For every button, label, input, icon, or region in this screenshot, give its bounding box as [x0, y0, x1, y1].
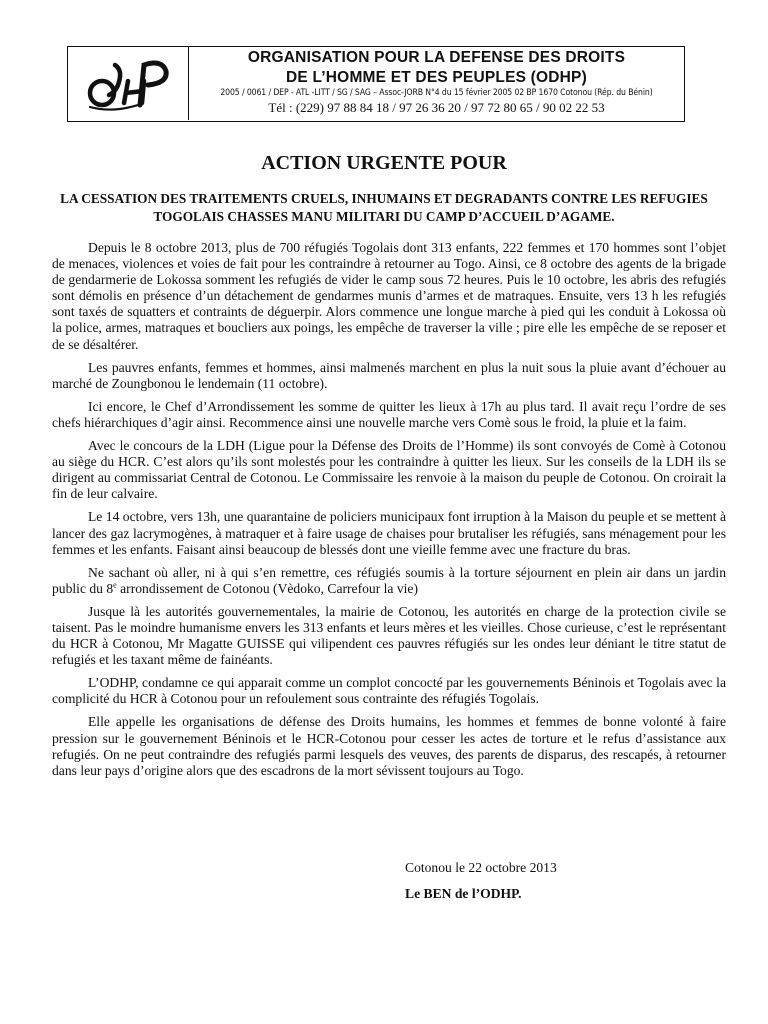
ordinal-superscript: e — [113, 580, 117, 590]
document-body — [52, 240, 726, 786]
odhp-logo — [82, 55, 174, 115]
paragraph-2: Les pauvres enfants, femmes et hommes, ainsi malmenés marchent en plus la nuit sous la pluie avant d’échouer au marché de Zoungbonou le lendemain (11 octobre). — [52, 359, 726, 391]
paragraph-7: Jusque là les autorités gouvernementales, la mairie de Cotonou, les autorités en charge de la protection civile se taisent. Pas le moindre humanisme envers les 313 enfants et leurs mères et les vieilles. Chose curieuse, c’est le représentant du HCR à Cotonou, Mr Magatte GUISSE qui vilipendent ces pauvres réfugiés sur les ondes leur déniant le titre statut de refugiés et les taxant même de fainéants. — [52, 603, 726, 668]
paragraph-6-part-a: Ne sachant où aller, ni à qui s’en remettre, ces réfugiés soumis à la torture séjournent en plein air dans un jardin public du 8 — [52, 564, 726, 596]
paragraph-1: Depuis le 8 octobre 2013, plus de 700 réfugiés Togolais dont 313 enfants, 222 femmes et 170 hommes sont l’objet de menaces, violences et voies de fait pour les contraindre à retourner au Togo. Ainsi, ce 8 octobre des agents de la brigade de gendarmerie de Lokossa somment les refugiés de vider le camp sous 72 heures. Puis le 10 octobre, les abris des refugiés sont démolis en présence d’un détachement de gendarmes munis d’armes et de matraques. Ensuite, vers 13 h les refugiés sont taxés de squatters et contraints de déguerpir. Alors commence une longue marche à pied qui les conduit à Lokossa où la police, armes, matraques et boucliers aux poings, les empêche de traverser la ville ; pire elle les empêche de se reposer et de se désaltérer. — [52, 240, 726, 352]
paragraph-3: Ici encore, le Chef d’Arrondissement les somme de quitter les lieux à 17h au plus tard. Il avait reçu l’ordre de ses chefs hiérarchiques d’agir ainsi. Recommence ainsi une nouvelle marche vers Comè sous le froid, la pluie et la faim. — [52, 398, 726, 430]
organisation-info — [189, 47, 684, 120]
signatory: Le BEN de l’ODHP. — [405, 886, 522, 901]
registration-line: 2005 / 0061 / DEP - ATL -LITT / SG / SAG – Assoc-JORB N°4 du 15 février 2005 02 BP 1670 Cotonou (Rép. du Bénin) — [220, 88, 653, 98]
paragraph-6 — [52, 565, 726, 597]
org-name-line2: DE L’HOMME ET DES PEUPLES (ODHP) — [286, 69, 587, 86]
paragraph-8: L’ODHP, condamne ce qui apparait comme un complot concocté par les gouvernements Béninois et Togolais avec la complicité du HCR à Cotonou pour un refoulement sous contrainte des réfugiés Togolais. — [52, 675, 726, 707]
phone-line: Tél : (229) 97 88 84 18 / 97 26 36 20 / 97 72 80 65 / 90 02 22 53 — [268, 100, 605, 115]
letterhead — [67, 46, 685, 122]
document-title: ACTION URGENTE POUR — [261, 152, 507, 174]
paragraph-6-part-b: arrondissement de Cotonou (Vèdoko, Carrefour la vie) — [116, 580, 418, 596]
signature-date: Cotonou le 22 octobre 2013 — [405, 860, 557, 875]
paragraph-9: Elle appelle les organisations de défense des Droits humains, les hommes et femmes de bonne volonté à faire pression sur le gouvernement Béninois et le HCR-Cotonou pour cesser les actes de torture et le refus d’assistance aux refugiés. On ne peut contraindre des refugiés parmi lesquels des veuves, des parents de disparus, des rescapés, à retourner dans leur pays d’origine alors que des escadrons de la mort sévissent toujours au Togo. — [52, 714, 726, 778]
paragraph-5: Le 14 octobre, vers 13h, une quarantaine de policiers municipaux font irruption à la Maison du peuple et se mettent à lancer des gaz lacrymogènes, à matraquer et à faire usage de chaises pour brutaliser les réfugiés, sans ménagement pour les femmes et les enfants. Faisant ainsi beaucoup de blessés dont une vieille femme avec une fracture du bras. — [52, 509, 726, 557]
document-subtitle: LA CESSATION DES TRAITEMENTS CRUELS, INHUMAINS ET DEGRADANTS CONTRE LES REFUGIES TOGOLAIS CHASSES MANU MILITARI DU CAMP D’ACCUEIL D’AGAME. — [60, 191, 708, 224]
org-name-line1: ORGANISATION POUR LA DEFENSE DES DROITS — [247, 49, 626, 66]
paragraph-4: Avec le concours de la LDH (Ligue pour la Défense des Droits de l’Homme) ils sont convoyés de Comè à Cotonou au siège du HCR. C’est alors qu’ils sont molestés pour les contraindre à quitter les lieux. Sur les conseils de la LDH ils se dirigent au commissariat Central de Cotonou. Le Commissaire les renvoie à la maison du peuple de Cotonou. On croirait la fin de leur calvaire. — [52, 438, 726, 502]
logo-cell — [68, 47, 189, 120]
